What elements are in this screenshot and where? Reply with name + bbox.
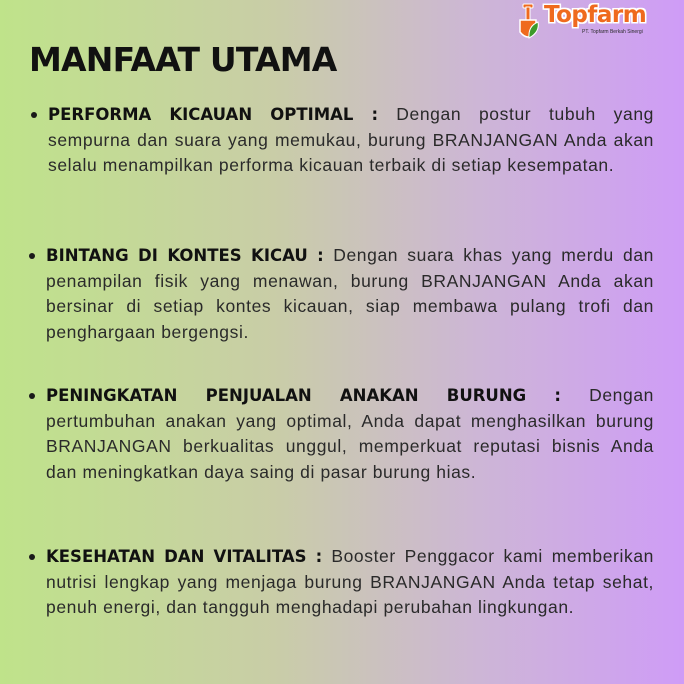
bullet-icon — [29, 253, 35, 259]
bullet-icon — [29, 554, 35, 560]
benefit-body: Dengan pertumbuhan anakan yang optimal, Anda dapat menghasilkan burung BRANJANGAN berkualitas unggul, memperkuat reputasi bisnis Anda dan meningkatkan daya saing di pasar burung hias. — [46, 385, 654, 483]
benefit-title: BINTANG DI KONTES KICAU : — [46, 246, 334, 265]
logo-wordmark: Topfarm — [544, 2, 647, 28]
benefit-item-kesehatan — [46, 544, 654, 621]
benefit-item-penjualan — [46, 383, 654, 486]
bullet-icon — [29, 393, 35, 399]
benefit-title: PENINGKATAN PENJUALAN ANAKAN BURUNG : — [46, 386, 590, 405]
benefit-title: PERFORMA KICAUAN OPTIMAL : — [48, 105, 397, 124]
bullet-icon — [31, 112, 37, 118]
benefit-body: Dengan suara khas yang merdu dan penampilan fisik yang menawan, burung BRANJANGAN Anda akan bersinar di setiap kontes kicauan, siap membawa pulang trofi dan penghargaan bergengsi. — [46, 245, 654, 343]
benefit-body: Dengan postur tubuh yang sempurna dan suara yang memukau, burung BRANJANGAN Anda akan selalu menampilkan performa kicauan terbaik di setiap kesempatan. — [48, 104, 654, 176]
benefit-title: KESEHATAN DAN VITALITAS : — [46, 547, 332, 566]
benefit-item-kontes — [46, 243, 654, 346]
page-title: MANFAAT UTAMA — [29, 40, 337, 79]
logo-tagline: PT. Topfarm Berkah Sinergi — [582, 29, 643, 35]
benefit-body: Booster Penggacor kami memberikan nutrisi lengkap yang menjaga burung BRANJANGAN Anda tetap sehat, penuh energi, dan tangguh menghadapi perubahan lingkungan. — [46, 546, 654, 618]
benefit-item-performa — [48, 102, 654, 179]
